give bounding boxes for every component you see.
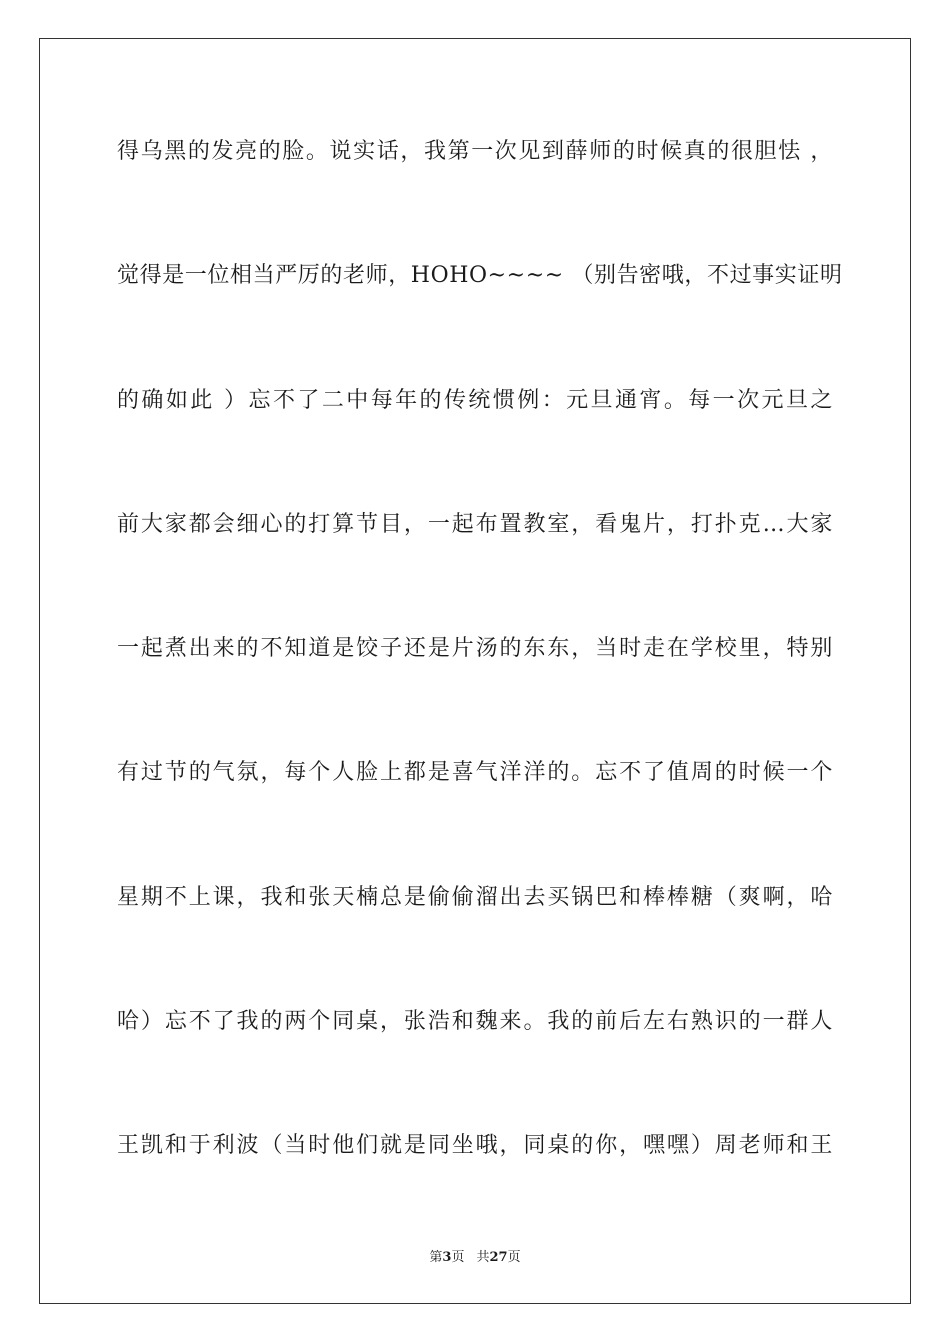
total-pages: 27 (489, 1250, 508, 1265)
total-prefix: 共 (476, 1250, 490, 1265)
text-line-4: 前大家都会细心的打算节目，一起布置教室，看鬼片，打扑克…大家 (117, 511, 833, 537)
body-text (117, 130, 843, 1249)
text-line-7: 星期不上课，我和张天楠总是偷偷溜出去买锅巴和棒棒糖（爽啊，哈 (117, 884, 833, 910)
text-line-2: 觉得是一位相当严厉的老师，HOHO~~~~ （别告密哦，不过事实证明 (117, 263, 843, 289)
text-line-1: 得乌黑的发亮的脸。说实话，我第一次见到薛师的时候真的很胆怯 ， (117, 139, 833, 164)
text-line-3: 的确如此 ）忘不了二中每年的传统惯例：元旦通宵。每一次元旦之 (117, 387, 833, 413)
total-suffix: 页 (507, 1250, 521, 1265)
text-line-5: 一起煮出来的不知道是饺子还是片汤的东东，当时走在学校里，特别 (117, 636, 833, 662)
page-suffix: 页 (451, 1250, 465, 1265)
text-line-8: 哈）忘不了我的两个同桌，张浩和魏来。我的前后左右熟识的一群人 (117, 1009, 833, 1035)
page-prefix: 第 (429, 1250, 443, 1265)
page-footer (0, 1246, 950, 1265)
text-line-6: 有过节的气氛，每个人脸上都是喜气洋洋的。忘不了值周的时候一个 (117, 760, 833, 786)
text-line-9: 王凯和于利波（当时他们就是同坐哦，同桌的你，嘿嘿）周老师和王 (117, 1133, 833, 1159)
page-number: 3 (442, 1250, 452, 1265)
